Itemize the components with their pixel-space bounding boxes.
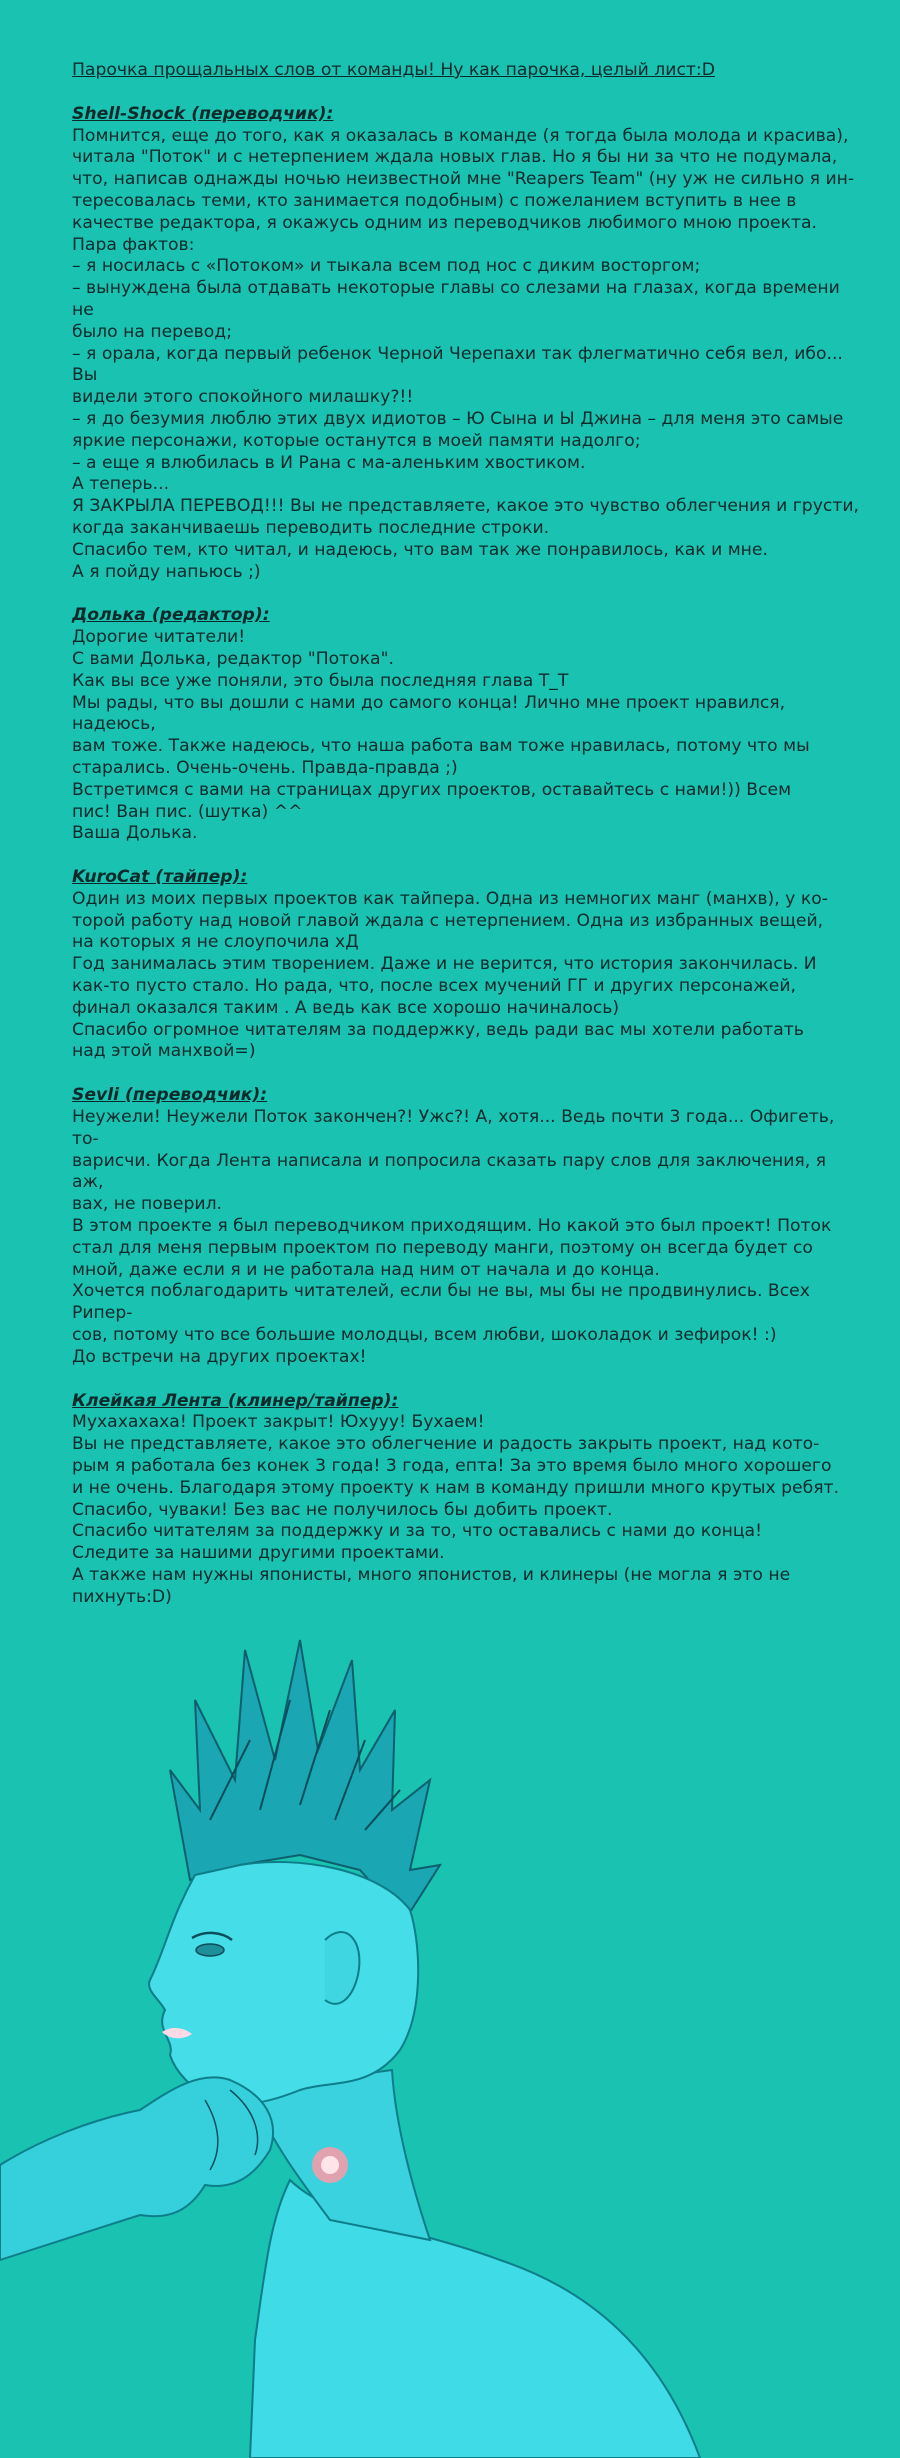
text-line: Мы рады, что вы дошли с нами до самого конца! Лично мне проект нравился, надеюсь, bbox=[72, 692, 786, 735]
eye-shape bbox=[196, 1944, 224, 1956]
section-heading: Клейкая Лента (клинер/тайпер): bbox=[72, 1390, 399, 1411]
text-line: Дорогие читатели! bbox=[72, 627, 246, 648]
text-line: – я орала, когда первый ребенок Черной Черепахи так флегматично себя вел, ибо... Вы bbox=[72, 343, 843, 386]
text-line: тересовалась теми, кто занимается подобным) с пожеланием вступить в нее в bbox=[72, 190, 797, 211]
section-heading: Shell-Shock (переводчик): bbox=[72, 103, 334, 124]
intro-line: Парочка прощальных слов от команды! Ну как парочка, целый лист:D bbox=[72, 60, 715, 80]
text-line: В этом проекте я был переводчиком приходящим. Но какой это был проект! Поток bbox=[72, 1216, 832, 1237]
text-line: Спасибо читателям за поддержку и за то, что оставались с нами до конца! bbox=[72, 1521, 762, 1542]
text-line: Пара фактов: bbox=[72, 234, 195, 255]
text-line: старались. Очень-очень. Правда-правда ;) bbox=[72, 757, 458, 778]
text-line: вах, не поверил. bbox=[72, 1194, 223, 1215]
text-line: что, написав однажды ночью неизвестной мне "Reapers Team" (ну уж не сильно я ин- bbox=[72, 169, 855, 190]
hand-shape bbox=[0, 2077, 273, 2260]
text-line: Неужели! Неужели Поток закончен?! Ужс?! А, хотя... Ведь почти 3 года... Офигеть, то- bbox=[72, 1107, 835, 1149]
text-line: финал оказался таким . А ведь как все хорошо начиналось) bbox=[72, 997, 620, 1018]
text-line: качестве редактора, я окажусь одним из переводчиков любимого мною проекта. bbox=[72, 212, 818, 233]
text-line: рым я работала без конек 3 года! 3 года, епта! За это время было много хорошего bbox=[72, 1456, 832, 1477]
text-line: А я пойду напьюсь ;) bbox=[72, 561, 261, 582]
section-heading: KuroCat (тайпер): bbox=[72, 867, 248, 888]
text-line: яркие персонажи, которые останутся в моей памяти надолго; bbox=[72, 430, 641, 451]
text-line: видели этого спокойного милашку?!! bbox=[72, 387, 414, 408]
section-shell-shock bbox=[72, 104, 862, 584]
text-line: Вы не представляете, какое это облегчение и радость закрыть проект, над кото- bbox=[72, 1434, 820, 1455]
text-line: Спасибо, чуваки! Без вас не получилось бы добить проект. bbox=[72, 1499, 613, 1520]
text-line: Один из моих первых проектов как тайпера. Одна из немногих манг (манхв), у ко- bbox=[72, 888, 828, 909]
text-line: пихнуть:D) bbox=[72, 1586, 172, 1607]
text-line: – а еще я влюбилась в И Рана с ма-аленьким хвостиком. bbox=[72, 452, 586, 473]
text-line: было на перевод; bbox=[72, 321, 232, 342]
text-line: над этой манхвой=) bbox=[72, 1041, 256, 1062]
text-line: А теперь... bbox=[72, 474, 170, 495]
text-line: когда заканчиваешь переводить последние строки. bbox=[72, 517, 550, 538]
face-shape bbox=[149, 1862, 418, 2103]
text-line: С вами Долька, редактор "Потока". bbox=[72, 648, 394, 669]
text-line: Спасибо огромное читателям за поддержку, ведь ради вас мы хотели работать bbox=[72, 1019, 804, 1040]
text-line: на которых я не слоупочила xД bbox=[72, 932, 359, 953]
text-line: Помнится, еще до того, как я оказалась в команде (я тогда была молода и красива), bbox=[72, 125, 849, 146]
text-line: варисчи. Когда Лента написала и попросила сказать пару слов для заключения, я аж, bbox=[72, 1150, 827, 1193]
text-line: Год занималась этим творением. Даже и не верится, что история закончилась. И bbox=[72, 954, 817, 975]
text-line: торой работу над новой главой ждала с нетерпением. Одна из избранных вещей, bbox=[72, 910, 824, 931]
text-line: Как вы все уже поняли, это была последняя глава T_T bbox=[72, 670, 569, 691]
text-line: Встретимся с вами на страницах других проектов, оставайтесь с нами!)) Всем bbox=[72, 779, 792, 800]
text-line: пис! Ван пис. (шутка) ^^ bbox=[72, 801, 303, 822]
text-line: и не очень. Благодаря этому проекту к нам в команду пришли много крутых ребят. bbox=[72, 1477, 840, 1498]
section-heading: Sevli (переводчик): bbox=[72, 1085, 268, 1106]
section-heading: Долька (редактор): bbox=[72, 605, 270, 626]
portrait-illustration bbox=[0, 1620, 900, 2458]
section-kurocat bbox=[72, 867, 862, 1063]
text-line: Я ЗАКРЫЛА ПЕРЕВОД!!! Вы не представляете, какое это чувство облегчения и грусти, bbox=[72, 496, 859, 517]
text-line: как-то пусто стало. Но рада, что, после всех мучений ГГ и других персонажей, bbox=[72, 976, 796, 997]
section-kleykaya-lenta bbox=[72, 1391, 862, 1609]
section-sevli bbox=[72, 1085, 862, 1368]
text-line: читала "Поток" и с нетерпением ждала новых глав. Но я бы ни за что не подумала, bbox=[72, 147, 838, 168]
text-line: – я до безумия люблю этих двух идиотов – Ю Сына и Ы Джина – для меня это самые bbox=[72, 408, 844, 429]
text-line: Следите за нашими другими проектами. bbox=[72, 1543, 445, 1564]
text-line: Хочется поблагодарить читателей, если бы не вы, мы бы не продвинулись. Всех Рипер- bbox=[72, 1281, 810, 1324]
text-line: Мухахахаха! Проект закрыт! Юхууу! Бухаем! bbox=[72, 1412, 485, 1433]
farewell-letter bbox=[72, 60, 862, 1631]
text-line: – я носилась с «Потоком» и тыкала всем под нос с диким восторгом; bbox=[72, 256, 701, 277]
text-line: Ваша Долька. bbox=[72, 823, 198, 844]
text-line: А также нам нужны японисты, много японистов, и клинеры (не могла я это не bbox=[72, 1565, 791, 1585]
text-line: До встречи на других проектах! bbox=[72, 1346, 367, 1367]
text-line: стал для меня первым проектом по переводу манги, поэтому он всегда будет со bbox=[72, 1237, 813, 1258]
text-line: мной, даже если я и не работала над ним от начала и до конца. bbox=[72, 1259, 660, 1280]
torso-shape bbox=[250, 2180, 700, 2458]
text-line: сов, потому что все большие молодцы, всем любви, шоколадок и зефирок! :) bbox=[72, 1325, 777, 1346]
text-line: – вынуждена была отдавать некоторые главы со слезами на глазах, когда времени не bbox=[72, 278, 840, 320]
section-dolka bbox=[72, 605, 862, 845]
text-line: Спасибо тем, кто читал, и надеюсь, что вам так же понравилось, как и мне. bbox=[72, 539, 768, 560]
text-line: вам тоже. Также надеюсь, что наша работа вам тоже нравилась, потому что мы bbox=[72, 736, 810, 757]
